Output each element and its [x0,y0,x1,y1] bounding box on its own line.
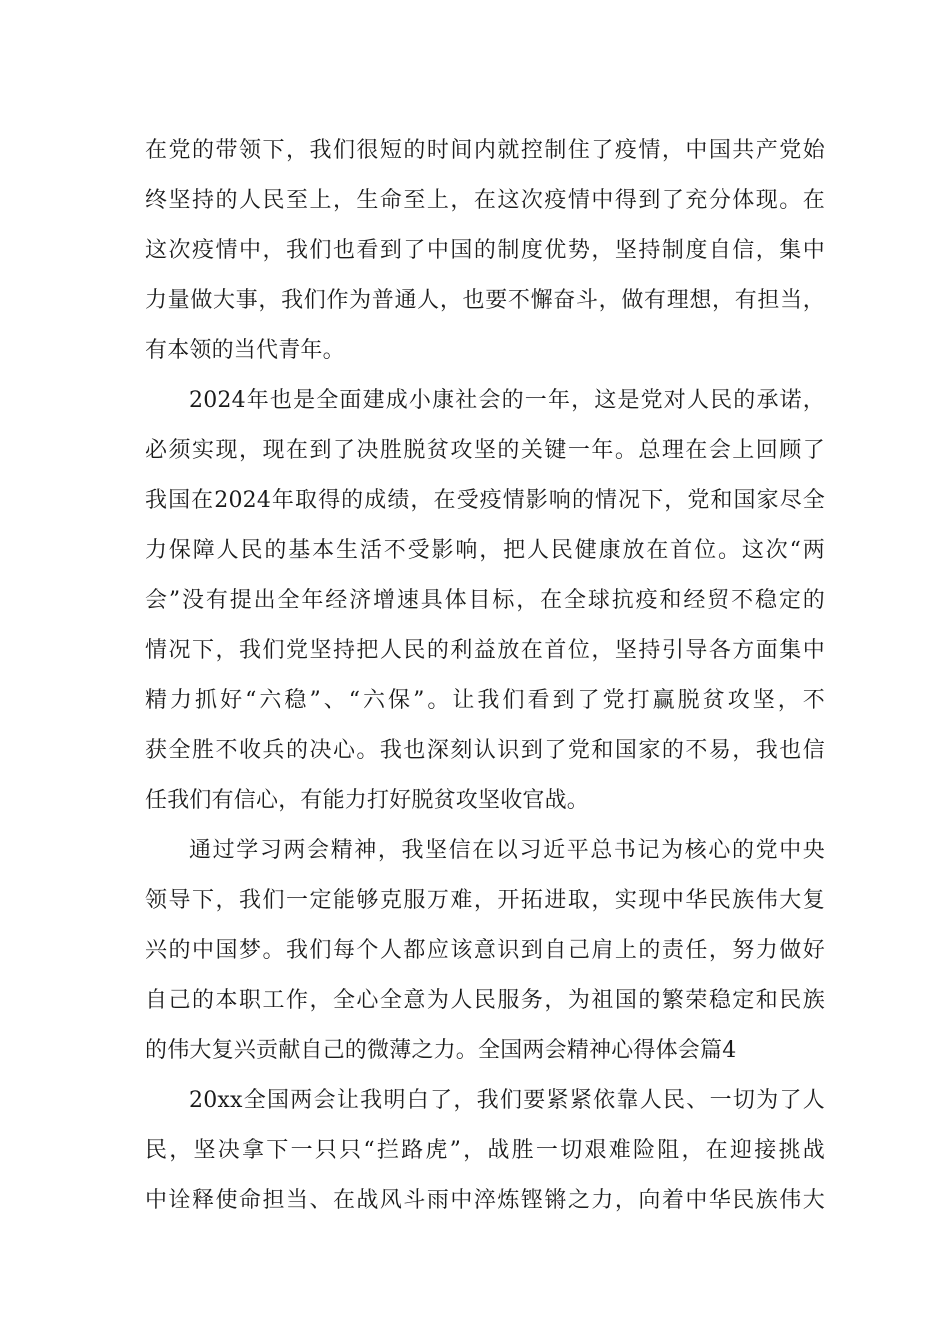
text-line: 领导下，我们一定能够克服万难，开拓进取，实现中华民族伟大复 [145,888,825,913]
paragraph-first-line: 通过学习两会精神，我坚信在以习近平总书记为核心的党中央 [189,838,825,863]
text-line: 我国在2024年取得的成绩，在受疫情影响的情况下，党和国家尽全 [145,488,825,513]
text-line: 这次疫情中，我们也看到了中国的制度优势，坚持制度自信，集中 [145,238,825,263]
paragraph-first-line: 20xx全国两会让我明白了，我们要紧紧依靠人民、一切为了人 [189,1088,825,1113]
text-line: 情况下，我们党坚持把人民的利益放在首位，坚持引导各方面集中 [145,638,825,663]
text-line: 中诠释使命担当、在战风斗雨中淬炼铿锵之力，向着中华民族伟大 [145,1188,825,1213]
text-line: 获全胜不收兵的决心。我也深刻认识到了党和国家的不易，我也信 [145,738,825,763]
text-line: 力量做大事，我们作为普通人，也要不懈奋斗，做有理想，有担当， [145,288,825,313]
text-line: 在党的带领下，我们很短的时间内就控制住了疫情，中国共产党始 [145,138,825,163]
paragraph-first-line: 2024年也是全面建成小康社会的一年，这是党对人民的承诺， [189,388,825,413]
text-line: 有本领的当代青年。 [145,338,345,363]
text-line: 的伟大复兴贡献自己的微薄之力。全国两会精神心得体会篇4 [145,1038,737,1063]
text-line: 力保障人民的基本生活不受影响，把人民健康放在首位。这次“两 [145,538,825,563]
text-line: 精力抓好“六稳”、“六保”。让我们看到了党打赢脱贫攻坚，不 [145,688,825,713]
text-line: 兴的中国梦。我们每个人都应该意识到自己肩上的责任，努力做好 [145,938,825,963]
text-line: 会”没有提出全年经济增速具体目标，在全球抗疫和经贸不稳定的 [145,588,825,613]
text-line: 民，坚决拿下一只只“拦路虎”，战胜一切艰难险阻，在迎接挑战 [145,1138,825,1163]
text-line: 终坚持的人民至上，生命至上，在这次疫情中得到了充分体现。在 [145,188,825,213]
text-line: 必须实现，现在到了决胜脱贫攻坚的关键一年。总理在会上回顾了 [145,438,825,463]
text-line: 任我们有信心，有能力打好脱贫攻坚收官战。 [145,788,590,813]
text-line: 自己的本职工作，全心全意为人民服务，为祖国的繁荣稳定和民族 [145,988,825,1013]
